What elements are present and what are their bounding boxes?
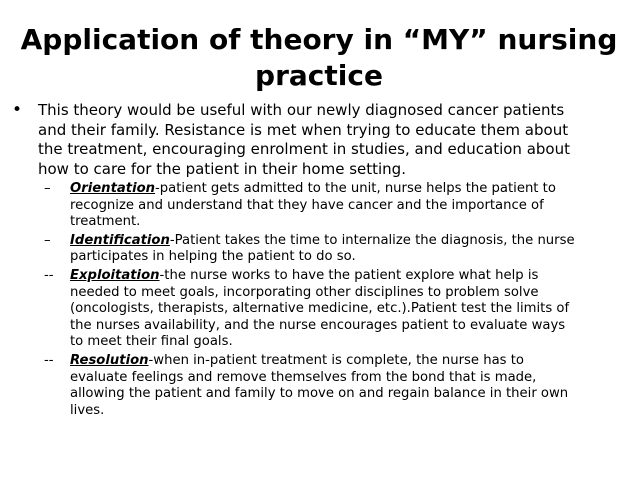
phase-line: lives. — [70, 402, 105, 418]
slide-title — [20, 22, 618, 94]
slide-title-line-2: practice — [255, 59, 383, 92]
phase-line: participates in helping the patient to do so. — [70, 249, 356, 265]
phase-item-resolution — [10, 353, 618, 419]
phase-line: (oncologists, therapists, alternative medicine, etc.).Patient test the limits of — [70, 301, 570, 317]
main-bullet-line: This theory would be useful with our newly diagnosed cancer patients — [38, 101, 565, 119]
phase-term: Resolution — [70, 352, 149, 368]
phase-first-line — [70, 233, 618, 250]
phase-item-orientation — [10, 181, 618, 231]
phase-description: -Patient takes the time to internalize the diagnosis, the nurse — [169, 232, 575, 248]
main-bullet — [10, 101, 618, 179]
phase-term: Identification — [70, 232, 170, 248]
slide-title-line-1: Application of theory in “MY” nursing — [20, 23, 618, 56]
phase-line: treatment. — [70, 214, 141, 230]
phase-description: -the nurse works to have the patient explore what help is — [159, 267, 539, 283]
phase-term: Exploitation — [70, 267, 160, 283]
phase-line: the nurses availability, and the nurse encourages patient to evaluate ways — [70, 317, 566, 333]
sub-bullet-marker: -- — [44, 267, 54, 283]
phase-line: to meet their final goals. — [70, 334, 233, 350]
phase-first-line — [70, 181, 618, 198]
main-bullet-line: the treatment, encouraging enrolment in studies, and education about — [38, 140, 570, 158]
phase-list — [10, 181, 618, 419]
phase-term: Orientation — [70, 181, 156, 196]
phase-description: -patient gets admitted to the unit, nurse helps the patient to — [155, 181, 556, 196]
phase-item-exploitation — [10, 268, 618, 351]
phase-line: needed to meet goals, incorporating other disciplines to problem solve — [70, 284, 539, 300]
main-bullet-line: how to care for the patient in their home setting. — [38, 159, 406, 178]
sub-bullet-marker: – — [44, 181, 51, 196]
phase-first-line — [70, 353, 618, 370]
phase-line: evaluate feelings and remove themselves from the bond that is made, — [70, 369, 537, 385]
slide-body — [10, 101, 618, 421]
phase-description: -when in-patient treatment is complete, the nurse has to — [148, 352, 524, 368]
sub-bullet-marker: -- — [44, 352, 54, 368]
phase-line: recognize and understand that they have cancer and the importance of — [70, 197, 544, 213]
phase-item-identification — [10, 233, 618, 266]
sub-bullet-marker: – — [44, 232, 51, 248]
bullet-marker: • — [12, 100, 23, 120]
phase-first-line — [70, 268, 618, 285]
main-bullet-line: and their family. Resistance is met when trying to educate them about — [38, 120, 569, 139]
phase-line: allowing the patient and family to move on and regain balance in their own — [70, 386, 569, 402]
